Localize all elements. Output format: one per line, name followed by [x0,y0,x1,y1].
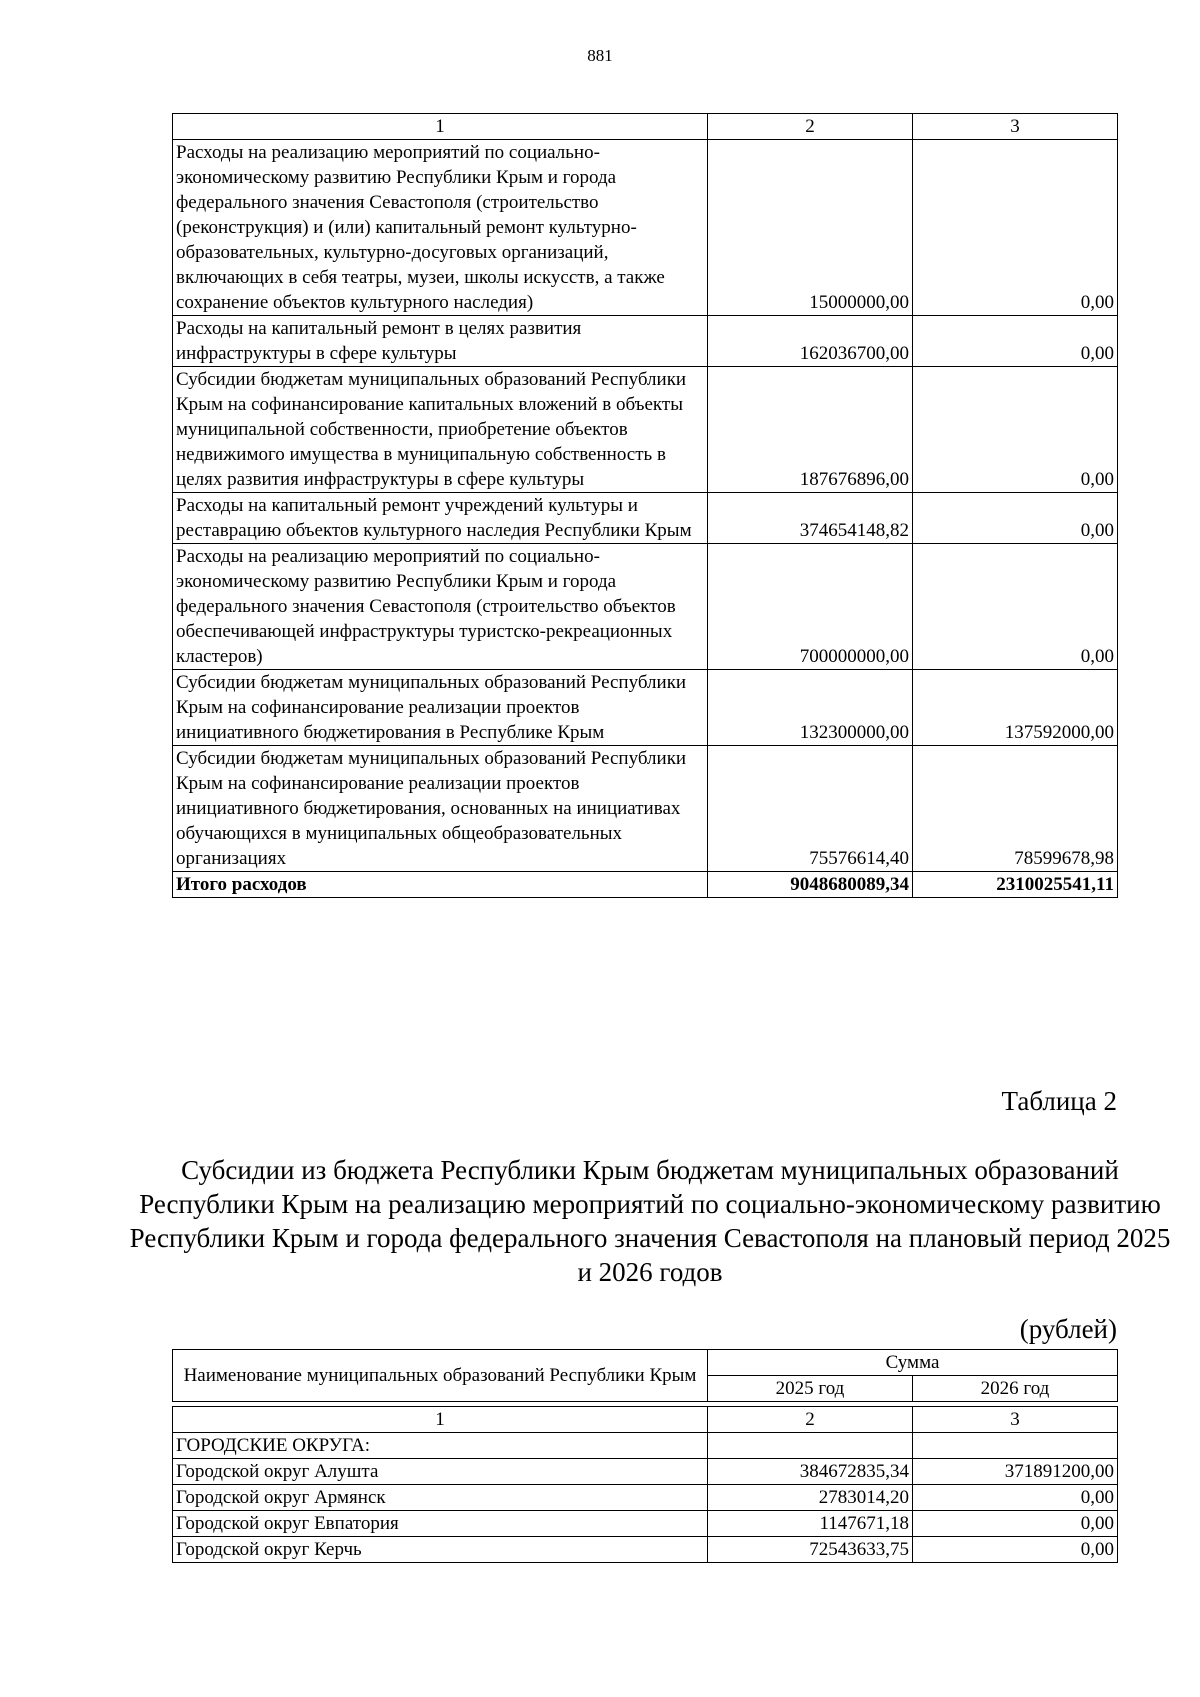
municipality-name: Городской округ Армянск [173,1485,708,1511]
row-name: Субсидии бюджетам муниципальных образований Республики Крым на софинансирование реализации проектов инициативного бюджетирования в Республике Крым [173,670,708,746]
col-number-2: 2 [708,114,913,140]
table-row [173,367,1118,493]
total-row [173,872,1118,898]
col-number-1: 1 [173,114,708,140]
row-value-2025: 374654148,82 [708,493,913,544]
column-number-row [173,1407,1118,1433]
table-row [173,746,1118,872]
row-name: Субсидии бюджетам муниципальных образований Республики Крым на софинансирование капитальных вложений в объекты муниципальной собственности, приобретение объектов недвижимого имущества в муниципальную собственность в целях развития инфраструктуры в сфере культуры [173,367,708,493]
municipality-name: Городской округ Евпатория [173,1511,708,1537]
table-row [173,316,1118,367]
row-value-2026: 137592000,00 [913,670,1118,746]
row-value-2025: 187676896,00 [708,367,913,493]
header-year-2025: 2025 год [708,1376,913,1402]
row-value-2026: 0,00 [913,544,1118,670]
row-value-2026: 0,00 [913,367,1118,493]
row-name: Расходы на капитальный ремонт учреждений культуры и реставрацию объектов культурного наследия Республики Крым [173,493,708,544]
value-2025: 384672835,34 [708,1459,913,1485]
value-2026: 0,00 [913,1485,1118,1511]
table-row [173,1511,1118,1537]
value-2026: 0,00 [913,1511,1118,1537]
row-value-2025: 700000000,00 [708,544,913,670]
row-value-2025: 162036700,00 [708,316,913,367]
row-name: Субсидии бюджетам муниципальных образований Республики Крым на софинансирование реализации проектов инициативного бюджетирования, основанных на инициативах обучающихся в муниципальных общеобразовательных организациях [173,746,708,872]
table-2-title: Субсидии из бюджета Республики Крым бюджетам муниципальных образований Республики Крым на реализацию мероприятий по социально-экономическому развитию Республики Крым и города федерального значения Севастополя на плановый период 2025 и 2026 годов [129,1155,1171,1287]
expenses-table [172,113,1118,898]
total-2026: 2310025541,11 [913,872,1118,898]
row-value-2026: 78599678,98 [913,746,1118,872]
row-value-2026: 0,00 [913,493,1118,544]
units-label: (рублей) [1019,1314,1117,1344]
municipality-name: Городской округ Алушта [173,1459,708,1485]
value-2025: 1147671,18 [708,1511,913,1537]
header-municipality: Наименование муниципальных образований Республики Крым [173,1350,708,1402]
value-2025: 2783014,20 [708,1485,913,1511]
page-number: 881 [587,46,613,65]
subsidies-table [172,1406,1118,1563]
table-row [173,670,1118,746]
row-name: Расходы на реализацию мероприятий по социально-экономическому развитию Республики Крым и города федерального значения Севастополя (строительство объектов обеспечивающей инфраструктуры туристско-рекреационных кластеров) [173,544,708,670]
municipality-name: Городской округ Керчь [173,1537,708,1563]
table-row [173,140,1118,316]
row-value-2026: 0,00 [913,140,1118,316]
total-2025: 9048680089,34 [708,872,913,898]
col-number-2: 2 [708,1407,913,1433]
total-label: Итого расходов [173,872,708,898]
value-2025: 72543633,75 [708,1537,913,1563]
value-2026: 0,00 [913,1537,1118,1563]
col-number-1: 1 [173,1407,708,1433]
header-year-2026: 2026 год [913,1376,1118,1402]
row-value-2026: 0,00 [913,316,1118,367]
column-number-row [173,114,1118,140]
col-number-3: 3 [913,1407,1118,1433]
header-sum: Сумма [708,1350,1118,1376]
empty-cell [708,1433,913,1459]
empty-cell [913,1433,1118,1459]
value-2026: 371891200,00 [913,1459,1118,1485]
table-row [173,1485,1118,1511]
row-value-2025: 15000000,00 [708,140,913,316]
table-row [173,493,1118,544]
table-2-label: Таблица 2 [1001,1086,1117,1116]
table-row [173,1459,1118,1485]
section-row [173,1433,1118,1459]
table-row [173,544,1118,670]
section-label: ГОРОДСКИЕ ОКРУГА: [173,1433,708,1459]
subsidies-table-header [172,1349,1118,1402]
header-row [173,1350,1118,1376]
row-name: Расходы на реализацию мероприятий по социально-экономическому развитию Республики Крым и города федерального значения Севастополя (строительство (реконструкция) и (или) капитальный ремонт культурно-образовательных, культурно-досуговых организаций, включающих в себя театры, музеи, школы искусств, а также сохранение объектов культурного наследия) [173,140,708,316]
table-row [173,1537,1118,1563]
col-number-3: 3 [913,114,1118,140]
row-value-2025: 132300000,00 [708,670,913,746]
row-value-2025: 75576614,40 [708,746,913,872]
row-name: Расходы на капитальный ремонт в целях развития инфраструктуры в сфере культуры [173,316,708,367]
